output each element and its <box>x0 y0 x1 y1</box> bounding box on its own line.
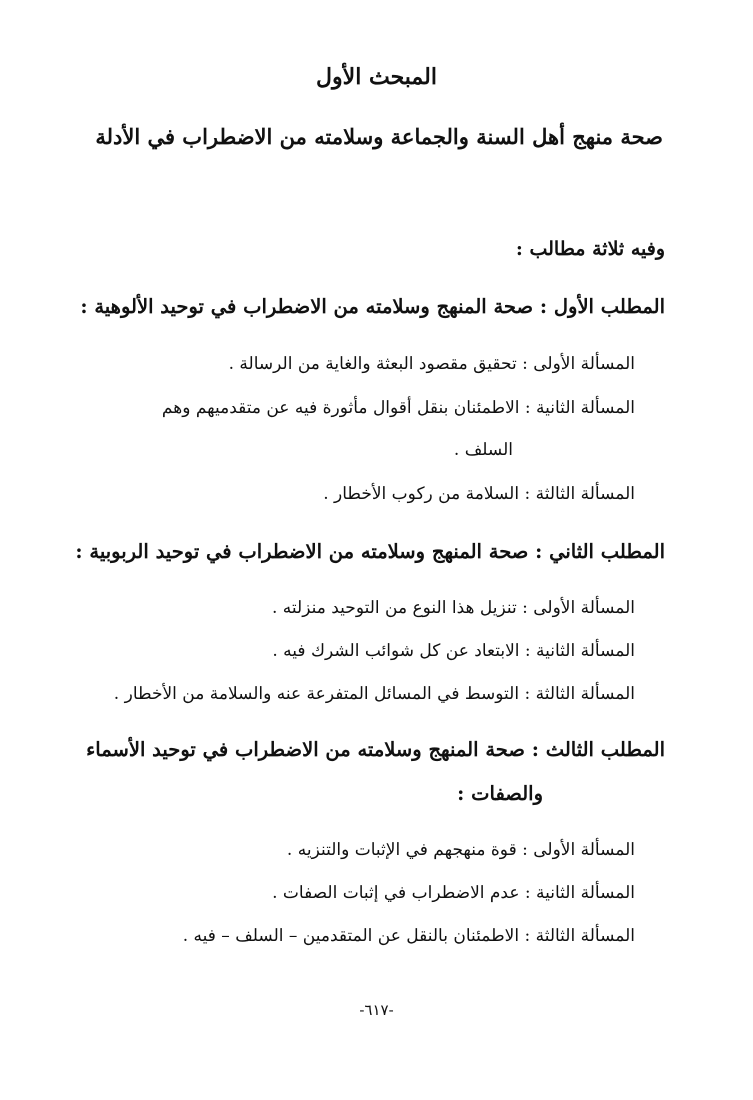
section-1-item-2: المسألة الثانية : الاطمئنان بنقل أقوال مأثورة فيه عن متقدميهم وهم <box>161 398 635 418</box>
section-1-item-3: المسألة الثالثة : السلامة من ركوب الأخطار . <box>323 484 635 504</box>
section-2-item-3: المسألة الثالثة : التوسط في المسائل المتفرعة عنه والسلامة من الأخطار . <box>113 684 635 704</box>
section-3-title-cont: والصفات : <box>457 782 543 805</box>
section-1-title: المطلب الأول : صحة المنهج وسلامته من الاضطراب في توحيد الألوهية : <box>80 295 665 318</box>
section-2-item-1: المسألة الأولى : تنزيل هذا النوع من التوحيد منزلته . <box>272 598 635 618</box>
intro-line: وفيه ثلاثة مطالب : <box>515 238 665 260</box>
section-2-item-2: المسألة الثانية : الابتعاد عن كل شوائب الشرك فيه . <box>272 641 635 661</box>
section-3-title: المطلب الثالث : صحة المنهج وسلامته من الاضطراب في توحيد الأسماء <box>86 738 665 761</box>
section-2-title: المطلب الثاني : صحة المنهج وسلامته من الاضطراب في توحيد الربوبية : <box>75 540 665 563</box>
section-3-item-2: المسألة الثانية : عدم الاضطراب في إثبات الصفات . <box>272 883 635 903</box>
section-3-item-3: المسألة الثالثة : الاطمئنان بالنقل عن المتقدمين – السلف – فيه . <box>182 926 635 946</box>
section-1-item-1: المسألة الأولى : تحقيق مقصود البعثة والغاية من الرسالة . <box>228 354 635 374</box>
chapter-subtitle: صحة منهج أهل السنة والجماعة وسلامته من الاضطراب في الأدلة <box>95 124 663 149</box>
section-3-item-1: المسألة الأولى : قوة منهجهم في الإثبات والتنزيه . <box>286 840 635 860</box>
page-number: -٦١٧- <box>359 1001 394 1019</box>
chapter-title: المبحث الأول <box>316 64 437 90</box>
section-1-item-2-cont: السلف . <box>453 440 513 460</box>
